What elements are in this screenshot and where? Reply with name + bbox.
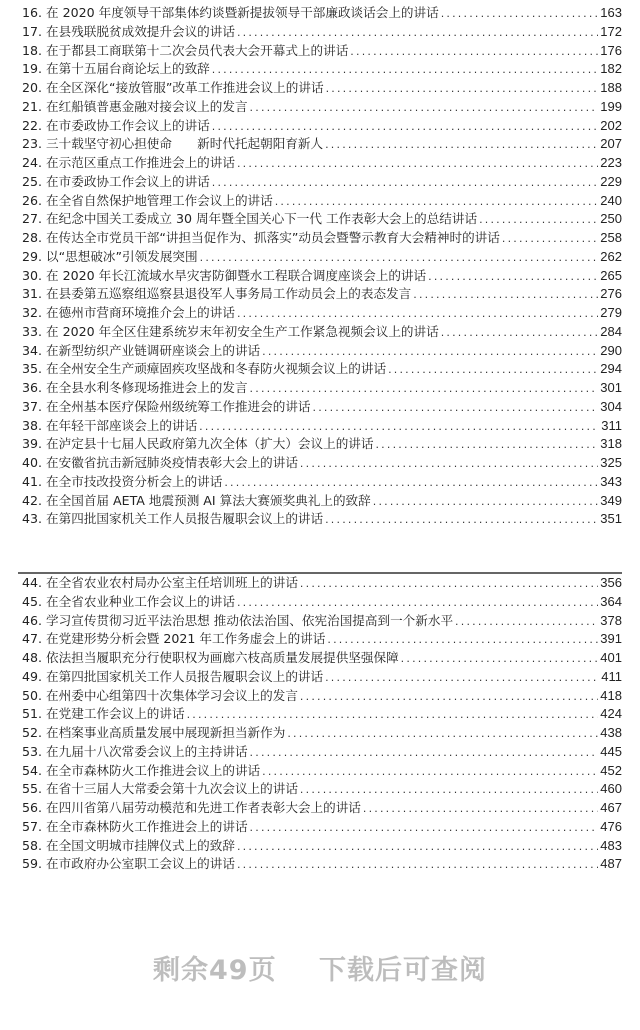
toc-entry[interactable] bbox=[22, 593, 622, 612]
toc-entry[interactable] bbox=[22, 574, 622, 593]
toc-entry-title: 38. 在年轻干部座谈会上的讲话 bbox=[22, 417, 198, 433]
dot-leader bbox=[300, 781, 598, 799]
toc-entry[interactable] bbox=[22, 210, 622, 229]
toc-entry-page-number: 418 bbox=[600, 687, 622, 703]
dot-leader bbox=[250, 99, 599, 117]
toc-entry-title: 24. 在示范区重点工作推进会上的讲话 bbox=[22, 155, 235, 170]
toc-entry-title: 29. 以“思想破冰”引领发展突围 bbox=[22, 248, 198, 264]
toc-entry-page-number: 207 bbox=[600, 136, 622, 152]
toc-entry[interactable] bbox=[22, 454, 622, 473]
dot-leader bbox=[300, 455, 598, 473]
dot-leader bbox=[455, 613, 598, 631]
download-banner bbox=[0, 948, 640, 987]
dot-leader bbox=[313, 399, 599, 417]
toc-entry-title: 42. 在全国首届 AETA 地震预测 AI 算法大赛颁奖典礼上的致辞 bbox=[22, 492, 371, 508]
toc-entry[interactable] bbox=[22, 762, 622, 781]
toc-entry[interactable] bbox=[22, 417, 622, 436]
toc-entry-page-number: 279 bbox=[600, 305, 622, 320]
toc-entry[interactable] bbox=[22, 379, 622, 398]
toc-entry-title: 33. 在 2020 年全区住建系统岁末年初安全生产工作紧急视频会议上的讲话 bbox=[22, 323, 439, 339]
toc-entry-page-number: 176 bbox=[600, 42, 622, 58]
dot-leader bbox=[212, 61, 599, 79]
toc-entry-title: 45. 在全省农业种业工作会议上的讲话 bbox=[22, 593, 235, 609]
toc-entry-title: 36. 在全县水利冬修现场推进会上的发言 bbox=[22, 380, 248, 395]
toc-entry-page-number: 445 bbox=[600, 743, 622, 759]
toc-entry-page-number: 356 bbox=[600, 575, 622, 590]
toc-entry-title: 22. 在市委政协工作会议上的讲话 bbox=[22, 117, 210, 133]
toc-entry[interactable] bbox=[22, 4, 622, 23]
toc-entry[interactable] bbox=[22, 435, 622, 454]
dot-leader bbox=[212, 174, 599, 192]
toc-entry-title: 37. 在全州基本医疗保险州级统筹工作推进会的讲话 bbox=[22, 398, 311, 414]
toc-entry-title: 23. 三十载坚守初心担使命 新时代托起朝阳育新人 bbox=[22, 136, 324, 152]
toc-entry[interactable] bbox=[22, 192, 622, 211]
toc-entry[interactable] bbox=[22, 398, 622, 417]
toc-entry[interactable] bbox=[22, 342, 622, 361]
dot-leader bbox=[275, 193, 599, 211]
toc-entry[interactable] bbox=[22, 117, 622, 136]
dot-leader bbox=[237, 305, 598, 323]
toc-entry[interactable] bbox=[22, 323, 622, 342]
toc-entry-page-number: 258 bbox=[600, 230, 622, 245]
toc-list-part-2 bbox=[22, 574, 622, 874]
toc-entry[interactable] bbox=[22, 154, 622, 173]
toc-entry-page-number: 411 bbox=[601, 668, 622, 684]
dot-leader bbox=[327, 631, 598, 649]
dot-leader bbox=[428, 268, 598, 286]
toc-entry-page-number: 424 bbox=[600, 706, 622, 722]
dot-leader bbox=[373, 493, 599, 511]
toc-entry-title: 32. 在德州市营商环境推介会上的讲话 bbox=[22, 305, 235, 320]
toc-entry-page-number: 311 bbox=[601, 417, 622, 433]
dot-leader bbox=[502, 230, 598, 248]
toc-entry-page-number: 229 bbox=[600, 173, 622, 189]
dot-leader bbox=[199, 418, 599, 436]
toc-entry-page-number: 290 bbox=[600, 342, 622, 358]
toc-entry-title: 51. 在党建工作会议上的讲话 bbox=[22, 706, 185, 722]
toc-entry-title: 55. 在省十三届人大常委会第十九次会议上的讲话 bbox=[22, 781, 298, 797]
download-hint-text: 下载后可查阅 bbox=[318, 955, 487, 986]
toc-entry-title: 16. 在 2020 年度领导干部集体约谈暨新提拔领导干部廉政谈话会上的讲话 bbox=[22, 5, 439, 20]
toc-entry[interactable] bbox=[22, 855, 622, 874]
dot-leader bbox=[237, 24, 598, 42]
dot-leader bbox=[212, 118, 599, 136]
toc-entry-title: 30. 在 2020 年长江流域水旱灾害防御暨水工程联合调度座谈会上的讲话 bbox=[22, 267, 427, 283]
dot-leader bbox=[224, 474, 598, 492]
toc-entry-title: 54. 在全市森林防火工作推进会议上的讲话 bbox=[22, 762, 261, 778]
toc-entry-page-number: 487 bbox=[600, 856, 622, 872]
toc-entry-title: 21. 在红船镇普惠金融对接会议上的发言 bbox=[22, 98, 248, 114]
toc-entry-page-number: 438 bbox=[600, 725, 622, 740]
dot-leader bbox=[237, 838, 598, 856]
toc-entry-title: 48. 依法担当履职充分行使职权为画廊六枝高质量发展提供坚强保障 bbox=[22, 650, 399, 665]
toc-entry-title: 41. 在全市技改投资分析会上的讲话 bbox=[22, 473, 223, 489]
toc-entry[interactable] bbox=[22, 492, 622, 511]
dot-leader bbox=[326, 80, 599, 98]
toc-entry-page-number: 262 bbox=[600, 248, 622, 264]
toc-entry-page-number: 199 bbox=[600, 98, 622, 114]
toc-entry-title: 31. 在县委第五巡察组巡察县退役军人事务局工作动员会上的表态发言 bbox=[22, 286, 412, 302]
toc-entry[interactable] bbox=[22, 668, 622, 687]
toc-entry-title: 20. 在全区深化“接放管服”改革工作推进会议上的讲话 bbox=[22, 80, 324, 95]
toc-entry-title: 50. 在州委中心组第四十次集体学习会议上的发言 bbox=[22, 687, 298, 703]
toc-entry-page-number: 483 bbox=[600, 837, 622, 853]
dot-leader bbox=[413, 286, 598, 304]
toc-entry-page-number: 294 bbox=[600, 361, 622, 377]
toc-entry[interactable] bbox=[22, 780, 622, 799]
toc-entry[interactable] bbox=[22, 705, 622, 724]
toc-entry-title: 27. 在纪念中国关工委成立 30 周年暨全国关心下一代 工作表彰大会上的总结讲话 bbox=[22, 211, 478, 227]
toc-entry-title: 58. 在全国文明城市挂牌仪式上的致辞 bbox=[22, 837, 235, 853]
toc-entry-page-number: 163 bbox=[600, 5, 622, 20]
toc-entry[interactable] bbox=[22, 304, 622, 323]
dot-leader bbox=[300, 575, 598, 593]
toc-entry-title: 17. 在县残联脱贫成效提升会议的讲话 bbox=[22, 23, 235, 39]
dot-leader bbox=[250, 819, 599, 837]
toc-entry-page-number: 265 bbox=[600, 267, 622, 283]
toc-entry[interactable] bbox=[22, 98, 622, 117]
toc-entry-title: 49. 在第四批国家机关工作人员报告履职会议上的讲话 bbox=[22, 668, 324, 684]
toc-entry[interactable] bbox=[22, 473, 622, 492]
toc-entry-page-number: 182 bbox=[600, 61, 622, 77]
toc-entry-page-number: 467 bbox=[600, 800, 622, 815]
toc-entry-title: 26. 在全省自然保护地管理工作会议上的讲话 bbox=[22, 192, 273, 208]
toc-entry-page-number: 250 bbox=[600, 211, 622, 227]
dot-leader bbox=[287, 725, 598, 743]
toc-entry-title: 39. 在泸定县十七届人民政府第九次全体（扩大）会议上的讲话 bbox=[22, 436, 374, 452]
toc-entry[interactable] bbox=[22, 248, 622, 267]
toc-entry-title: 19. 在第十五届台商论坛上的致辞 bbox=[22, 61, 210, 77]
toc-entry-title: 47. 在党建形势分析会暨 2021 年工作务虚会上的讲话 bbox=[22, 631, 326, 647]
toc-entry-page-number: 476 bbox=[600, 818, 622, 834]
dot-leader bbox=[237, 155, 598, 173]
dot-leader bbox=[441, 324, 599, 342]
toc-entry-page-number: 240 bbox=[600, 192, 622, 208]
dot-leader bbox=[479, 211, 598, 229]
dot-leader bbox=[300, 688, 598, 706]
toc-entry-title: 53. 在九届十八次常委会议上的主持讲话 bbox=[22, 743, 248, 759]
toc-entry[interactable] bbox=[22, 649, 622, 668]
toc-entry-title: 40. 在安徽省抗击新冠肺炎疫情表彰大会上的讲话 bbox=[22, 455, 298, 470]
toc-entry-title: 25. 在市委政协工作会议上的讲话 bbox=[22, 173, 210, 189]
toc-entry[interactable] bbox=[22, 612, 622, 631]
toc-entry[interactable] bbox=[22, 60, 622, 79]
toc-entry-page-number: 223 bbox=[600, 155, 622, 170]
dot-leader bbox=[250, 744, 599, 762]
toc-entry[interactable] bbox=[22, 743, 622, 762]
toc-entry-page-number: 172 bbox=[600, 23, 622, 39]
dot-leader bbox=[363, 800, 598, 818]
toc-entry-page-number: 343 bbox=[600, 473, 622, 489]
dot-leader bbox=[250, 380, 599, 398]
dot-leader bbox=[401, 650, 599, 668]
toc-entry-title: 35. 在全州安全生产顽瘴固疾攻坚战和冬春防火视频会议上的讲话 bbox=[22, 361, 387, 377]
dot-leader bbox=[441, 5, 599, 23]
toc-entry-page-number: 318 bbox=[600, 436, 622, 452]
toc-entry-page-number: 304 bbox=[600, 398, 622, 414]
toc-entry-title: 46. 学习宣传贯彻习近平法治思想 推动依法治国、依宪治国提高到一个新水平 bbox=[22, 612, 454, 628]
toc-entry-title: 28. 在传达全市党员干部“讲担当促作为、抓落实”动员会暨警示教育大会精神时的讲话 bbox=[22, 230, 500, 245]
toc-entry-page-number: 378 bbox=[600, 612, 622, 628]
toc-entry-page-number: 391 bbox=[600, 631, 622, 647]
toc-entry[interactable] bbox=[22, 267, 622, 286]
toc-entry-page-number: 349 bbox=[600, 492, 622, 508]
toc-entry[interactable] bbox=[22, 818, 622, 837]
toc-entry[interactable] bbox=[22, 23, 622, 42]
toc-entry[interactable] bbox=[22, 79, 622, 98]
toc-entry-title: 57. 在全市森林防火工作推进会上的讲话 bbox=[22, 818, 248, 834]
dot-leader bbox=[237, 856, 598, 874]
toc-entry-title: 52. 在档案事业高质量发展中展现新担当新作为 bbox=[22, 725, 286, 740]
toc-entry[interactable] bbox=[22, 135, 622, 154]
toc-entry-title: 44. 在全省农业农村局办公室主任培训班上的讲话 bbox=[22, 575, 298, 590]
toc-entry[interactable] bbox=[22, 360, 622, 379]
toc-entry-title: 34. 在新型纺织产业链调研座谈会上的讲话 bbox=[22, 342, 261, 358]
dot-leader bbox=[388, 361, 598, 379]
toc-entry-page-number: 364 bbox=[600, 593, 622, 609]
toc-entry-title: 56. 在四川省第八届劳动模范和先进工作者表彰大会上的讲话 bbox=[22, 800, 361, 815]
toc-entry-title: 43. 在第四批国家机关工作人员报告履职会议上的讲话 bbox=[22, 511, 324, 527]
toc-entry[interactable] bbox=[22, 229, 622, 248]
dot-leader bbox=[237, 594, 598, 612]
toc-entry-page-number: 276 bbox=[600, 286, 622, 302]
dot-leader bbox=[375, 436, 598, 454]
toc-entry-page-number: 325 bbox=[600, 455, 622, 470]
toc-entry[interactable] bbox=[22, 173, 622, 192]
toc-entry-page-number: 401 bbox=[600, 650, 622, 665]
dot-leader bbox=[187, 706, 599, 724]
toc-entry[interactable] bbox=[22, 687, 622, 706]
toc-entry[interactable] bbox=[22, 42, 622, 61]
toc-entry-page-number: 202 bbox=[600, 117, 622, 133]
dot-leader bbox=[262, 763, 598, 781]
toc-entry-title: 18. 在于都县工商联第十二次会员代表大会开幕式上的讲话 bbox=[22, 42, 349, 58]
toc-entry[interactable] bbox=[22, 837, 622, 856]
dot-leader bbox=[325, 136, 598, 154]
dot-leader bbox=[262, 343, 598, 361]
toc-entry[interactable] bbox=[22, 799, 622, 818]
remaining-pages-text: 剩余49页 bbox=[153, 955, 277, 986]
toc-list-part-1 bbox=[22, 4, 622, 529]
dot-leader bbox=[350, 43, 598, 61]
toc-entry[interactable] bbox=[22, 285, 622, 304]
dot-leader bbox=[325, 511, 598, 529]
toc-entry-page-number: 452 bbox=[600, 762, 622, 778]
dot-leader bbox=[325, 669, 599, 687]
toc-entry[interactable] bbox=[22, 630, 622, 649]
toc-entry-page-number: 351 bbox=[600, 511, 622, 527]
toc-entry[interactable] bbox=[22, 724, 622, 743]
toc-entry[interactable] bbox=[22, 510, 622, 529]
dot-leader bbox=[200, 249, 599, 267]
toc-entry-page-number: 188 bbox=[600, 80, 622, 95]
toc-entry-page-number: 460 bbox=[600, 781, 622, 797]
toc-entry-page-number: 301 bbox=[600, 380, 622, 395]
toc-entry-title: 59. 在市政府办公室职工会议上的讲话 bbox=[22, 856, 235, 872]
toc-entry-page-number: 284 bbox=[600, 323, 622, 339]
